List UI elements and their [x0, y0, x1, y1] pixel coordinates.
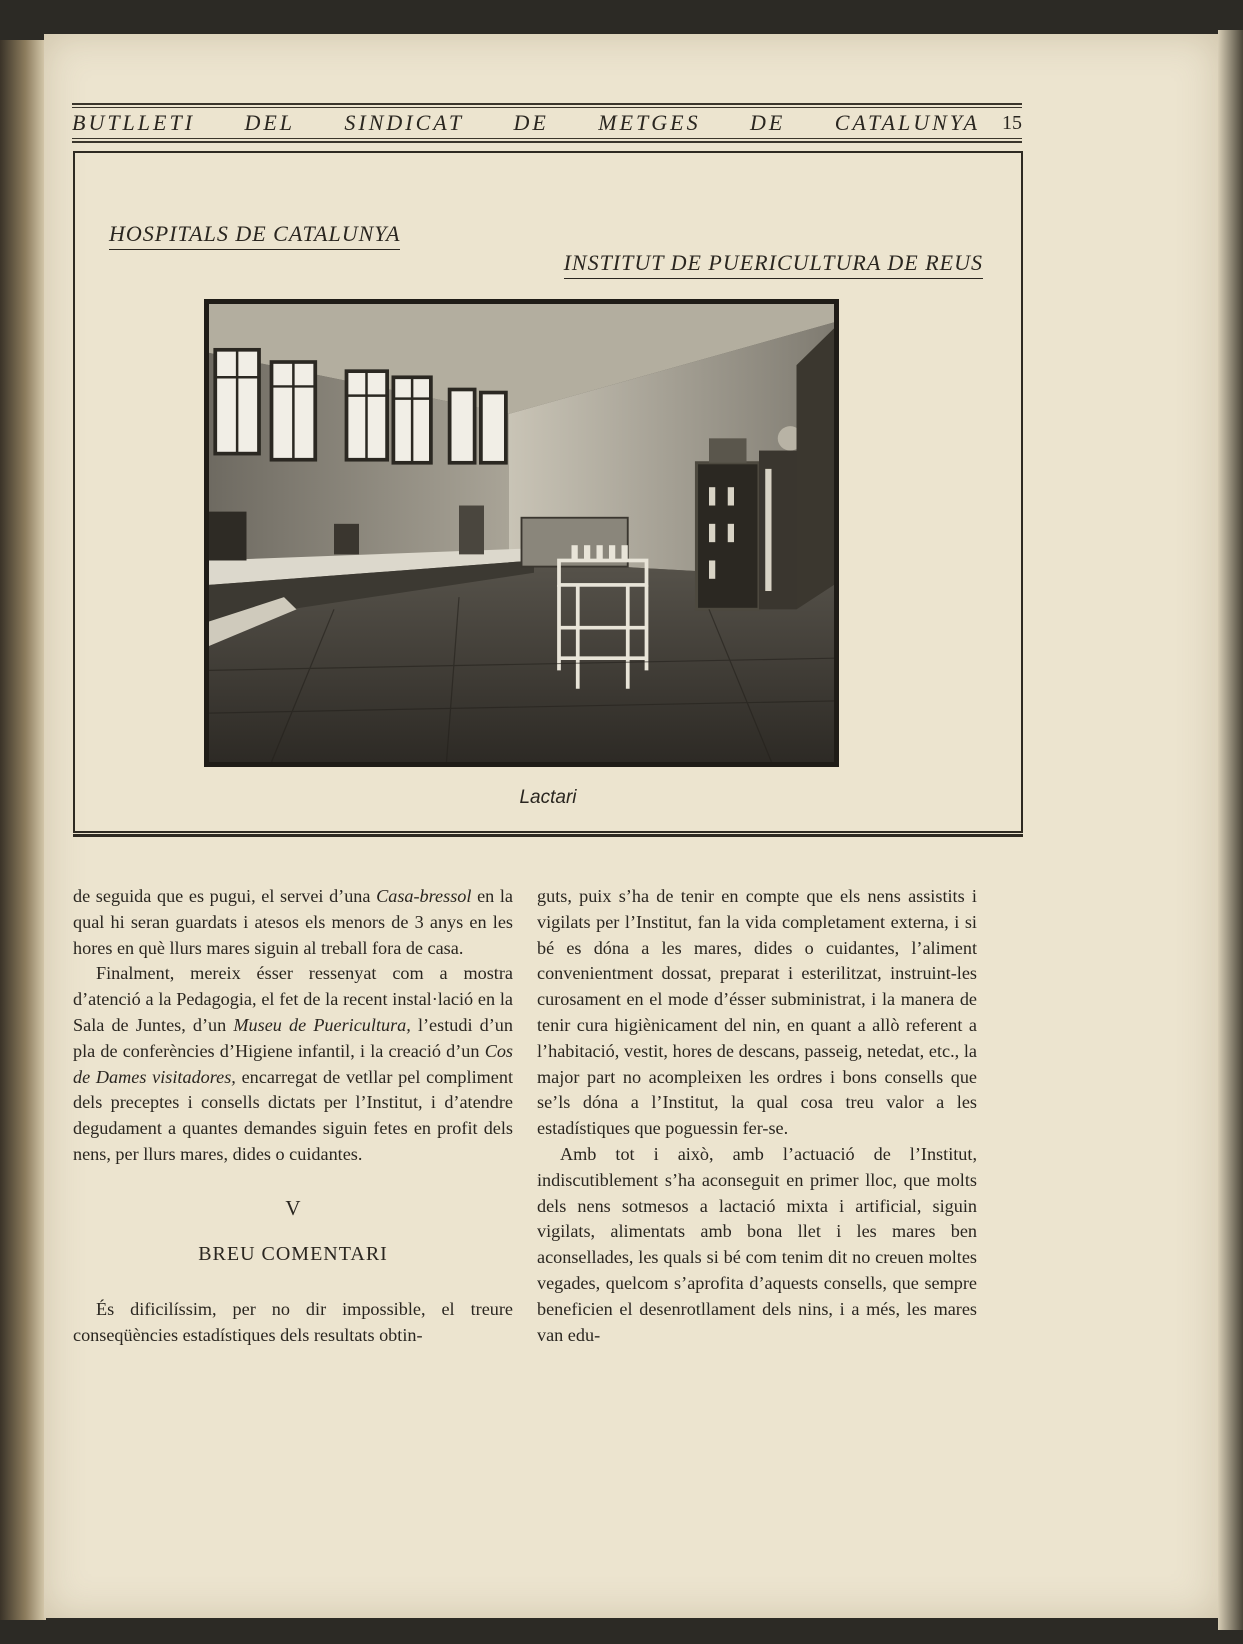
page-edge — [1218, 30, 1243, 1630]
title-word: DEL — [244, 110, 295, 135]
text-run: encarregat de vetllar pel compliment dels preceptes i consells dictats per l’Institut, i d’atendre degudament a quantes demandes siguin fetes en profit dels nens, per llurs mares, dides o cuidantes. — [73, 1066, 513, 1164]
photograph-frame — [204, 299, 839, 767]
section-number: V — [285, 1195, 301, 1220]
italic-term: Museu de Puericultura, — [233, 1014, 411, 1035]
book-binding — [0, 40, 46, 1620]
photo-caption: Lactari — [519, 787, 577, 808]
paragraph: Amb tot i això, amb l’actuació de l’Institut, indiscutiblement s’ha aconseguit en primer lloc, que molts dels nens sotmesos a lactació mixta i artificial, siguin vigilats, alimentats amb bona llet i les mares ben aconsellades, les quals si bé com tenim dit no creuen moltes vegades, quelcom s’aprofita d’aquests consells, que sempre beneficien el desenrotllament dels nins, i a més, les mares van edu- — [537, 1143, 977, 1345]
text-run: de seguida que es pugui, el servei d’una — [73, 886, 377, 906]
paragraph — [73, 961, 513, 1167]
title-word: BUTLLETI — [72, 110, 196, 135]
page-number: 15 — [1002, 111, 1022, 134]
text-run: Finalment, mereix ésser ressenyat com a mostra d’atenció a la Pedagogia, el fet de la recent instal·lació en la Sala de Juntes, d’un — [73, 963, 513, 1035]
journal-title-words — [72, 110, 1002, 136]
title-word: METGES — [598, 110, 701, 135]
header-rule — [72, 141, 1022, 143]
text-run: en la qual hi seran guardats i atesos els menors de 3 anys en les hores en què llurs mares siguin al treball fora de casa. — [73, 886, 513, 958]
header-rule — [72, 138, 1022, 139]
section-heading: BREU COMENTARI — [198, 1242, 388, 1265]
lactarium-photo — [209, 304, 834, 762]
italic-term: Cos de Dames visitadores, — [73, 1040, 513, 1087]
right-column — [537, 884, 977, 1348]
title-word: DE — [749, 110, 786, 135]
title-word: CATALUNYA — [834, 110, 980, 135]
paragraph: guts, puix s’ha de tenir en compte que els nens assistits i vigilats per l’Institut, fan la vida completament externa, i si bé es dóna a les mares, dides o cuidantes, l’aliment convenientment dossat, preparat i esterilitzat, instruint-les curosament en el mode d’ésser subministrat, i la manera de tenir cura higiènicament del nin, en quant a allò referent a l’habitació, vestit, hores de descans, passeig, netedat, etc., la major part no acompleixen les ordres i bons consells que se’ls dóna a l’Institut, la qual cosa treu valor a les estadístiques que poguessin fer-se. — [537, 886, 977, 1139]
journal-title — [72, 109, 1022, 137]
paragraph: És dificilíssim, per no dir impossible, el treure conseqüències estadístiques dels resultats obtin- — [73, 1299, 513, 1346]
text-run: l’estudi d’un pla de conferències d’Higiene infantil, i la creació d’un — [73, 1014, 513, 1061]
left-column — [73, 884, 513, 1349]
title-word: SINDICAT — [344, 110, 465, 135]
section-title: HOSPITALS DE CATALUNYA — [109, 221, 400, 250]
running-header — [72, 68, 1022, 148]
institution-title: INSTITUT DE PUERICULTURA DE REUS — [564, 250, 983, 279]
header-rule — [72, 103, 1022, 105]
paragraph — [73, 884, 513, 961]
header-rule — [72, 107, 1022, 108]
figure-box — [73, 151, 1023, 833]
italic-term: Casa-bressol — [376, 886, 472, 906]
title-word: DE — [513, 110, 549, 135]
